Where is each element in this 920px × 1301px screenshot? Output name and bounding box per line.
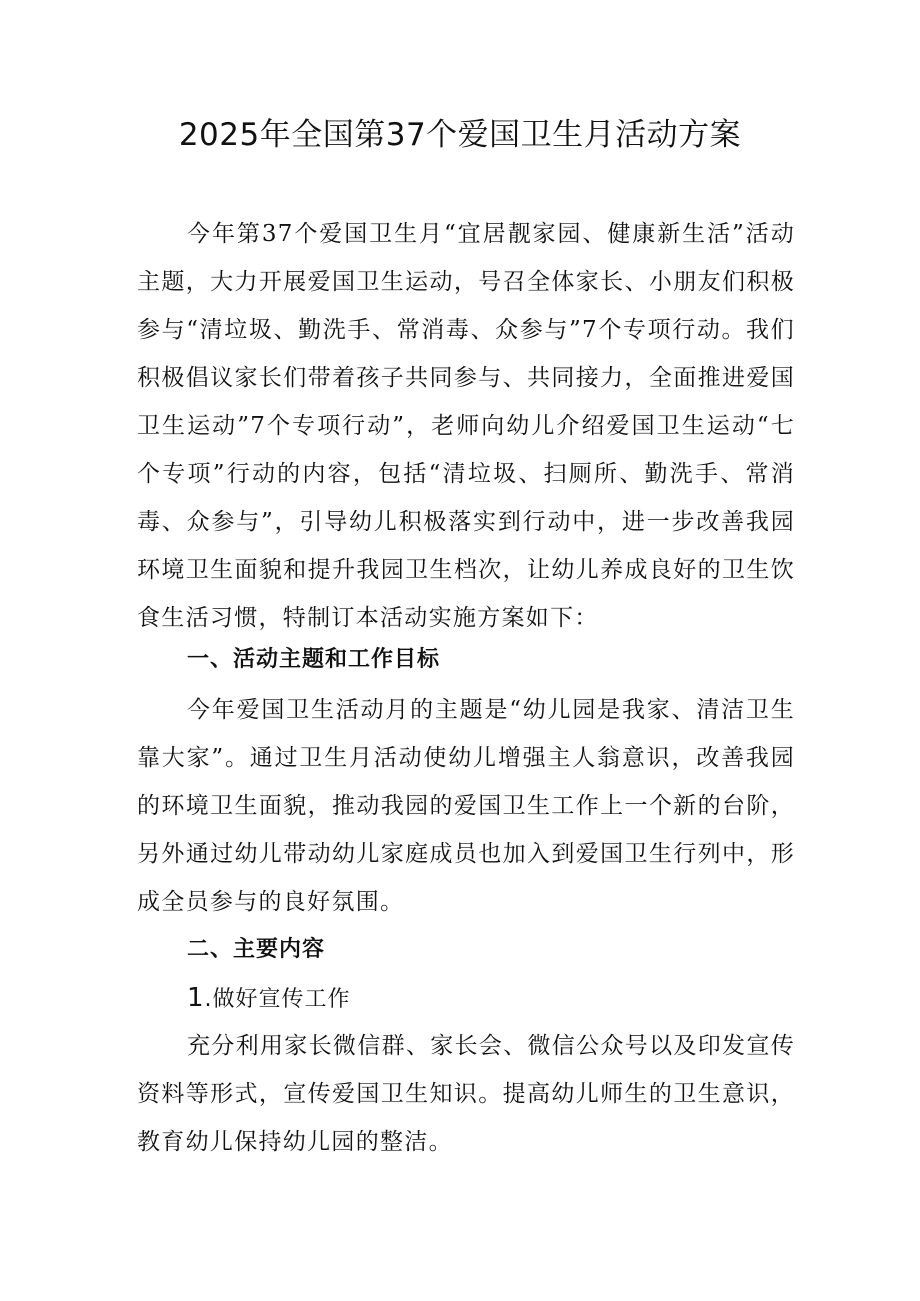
item-label: .做好宣传工作: [204, 987, 351, 1012]
section-1-paragraph: 今年爱国卫生活动月的主题是“幼儿园是我家、清洁卫生靠大家”。通过卫生月活动使幼儿增强主人翁意识，改善我园的环境卫生面貌，推动我园的爱国卫生工作上一个新的台阶，另外通过幼儿带动幼儿家庭成员也加入到爱国卫生行列中，形成全员参与的良好氛围。: [137, 697, 795, 915]
intro-paragraph: 今年第37个爱国卫生月“宜居靓家园、健康新生活”活动主题，大力开展爱国卫生运动，号召全体家长、小朋友们积极参与“清垃圾、勤洗手、常消毒、众参与”7个专项行动。我们积极倡议家长们带着孩子共同参与、共同接力，全面推进爱国卫生运动”7个专项行动”，老师向幼儿介绍爱国卫生运动“七个专项”行动的内容，包括“清垃圾、扫厕所、勤洗手、常消毒、众参与”，引导幼儿积极落实到行动中，进一步改善我园环境卫生面貌和提升我园卫生档次，让幼儿养成良好的卫生饮食生活习惯，特制订本活动实施方案如下：: [137, 221, 795, 631]
section-2-item-1-paragraph: 充分利用家长微信群、家长会、微信公众号以及印发宣传资料等形式，宣传爱国卫生知识。提高幼儿师生的卫生意识，教育幼儿保持幼儿园的整洁。: [137, 1033, 795, 1155]
section-2-heading: 二、主要内容: [187, 937, 326, 962]
section-2-item-1-heading: [187, 978, 351, 1020]
document-title: 2025年全国第37个爱国卫生月活动方案: [178, 117, 742, 153]
section-1-heading: 一、活动主题和工作目标: [187, 647, 441, 672]
item-number: 1: [187, 983, 205, 1013]
